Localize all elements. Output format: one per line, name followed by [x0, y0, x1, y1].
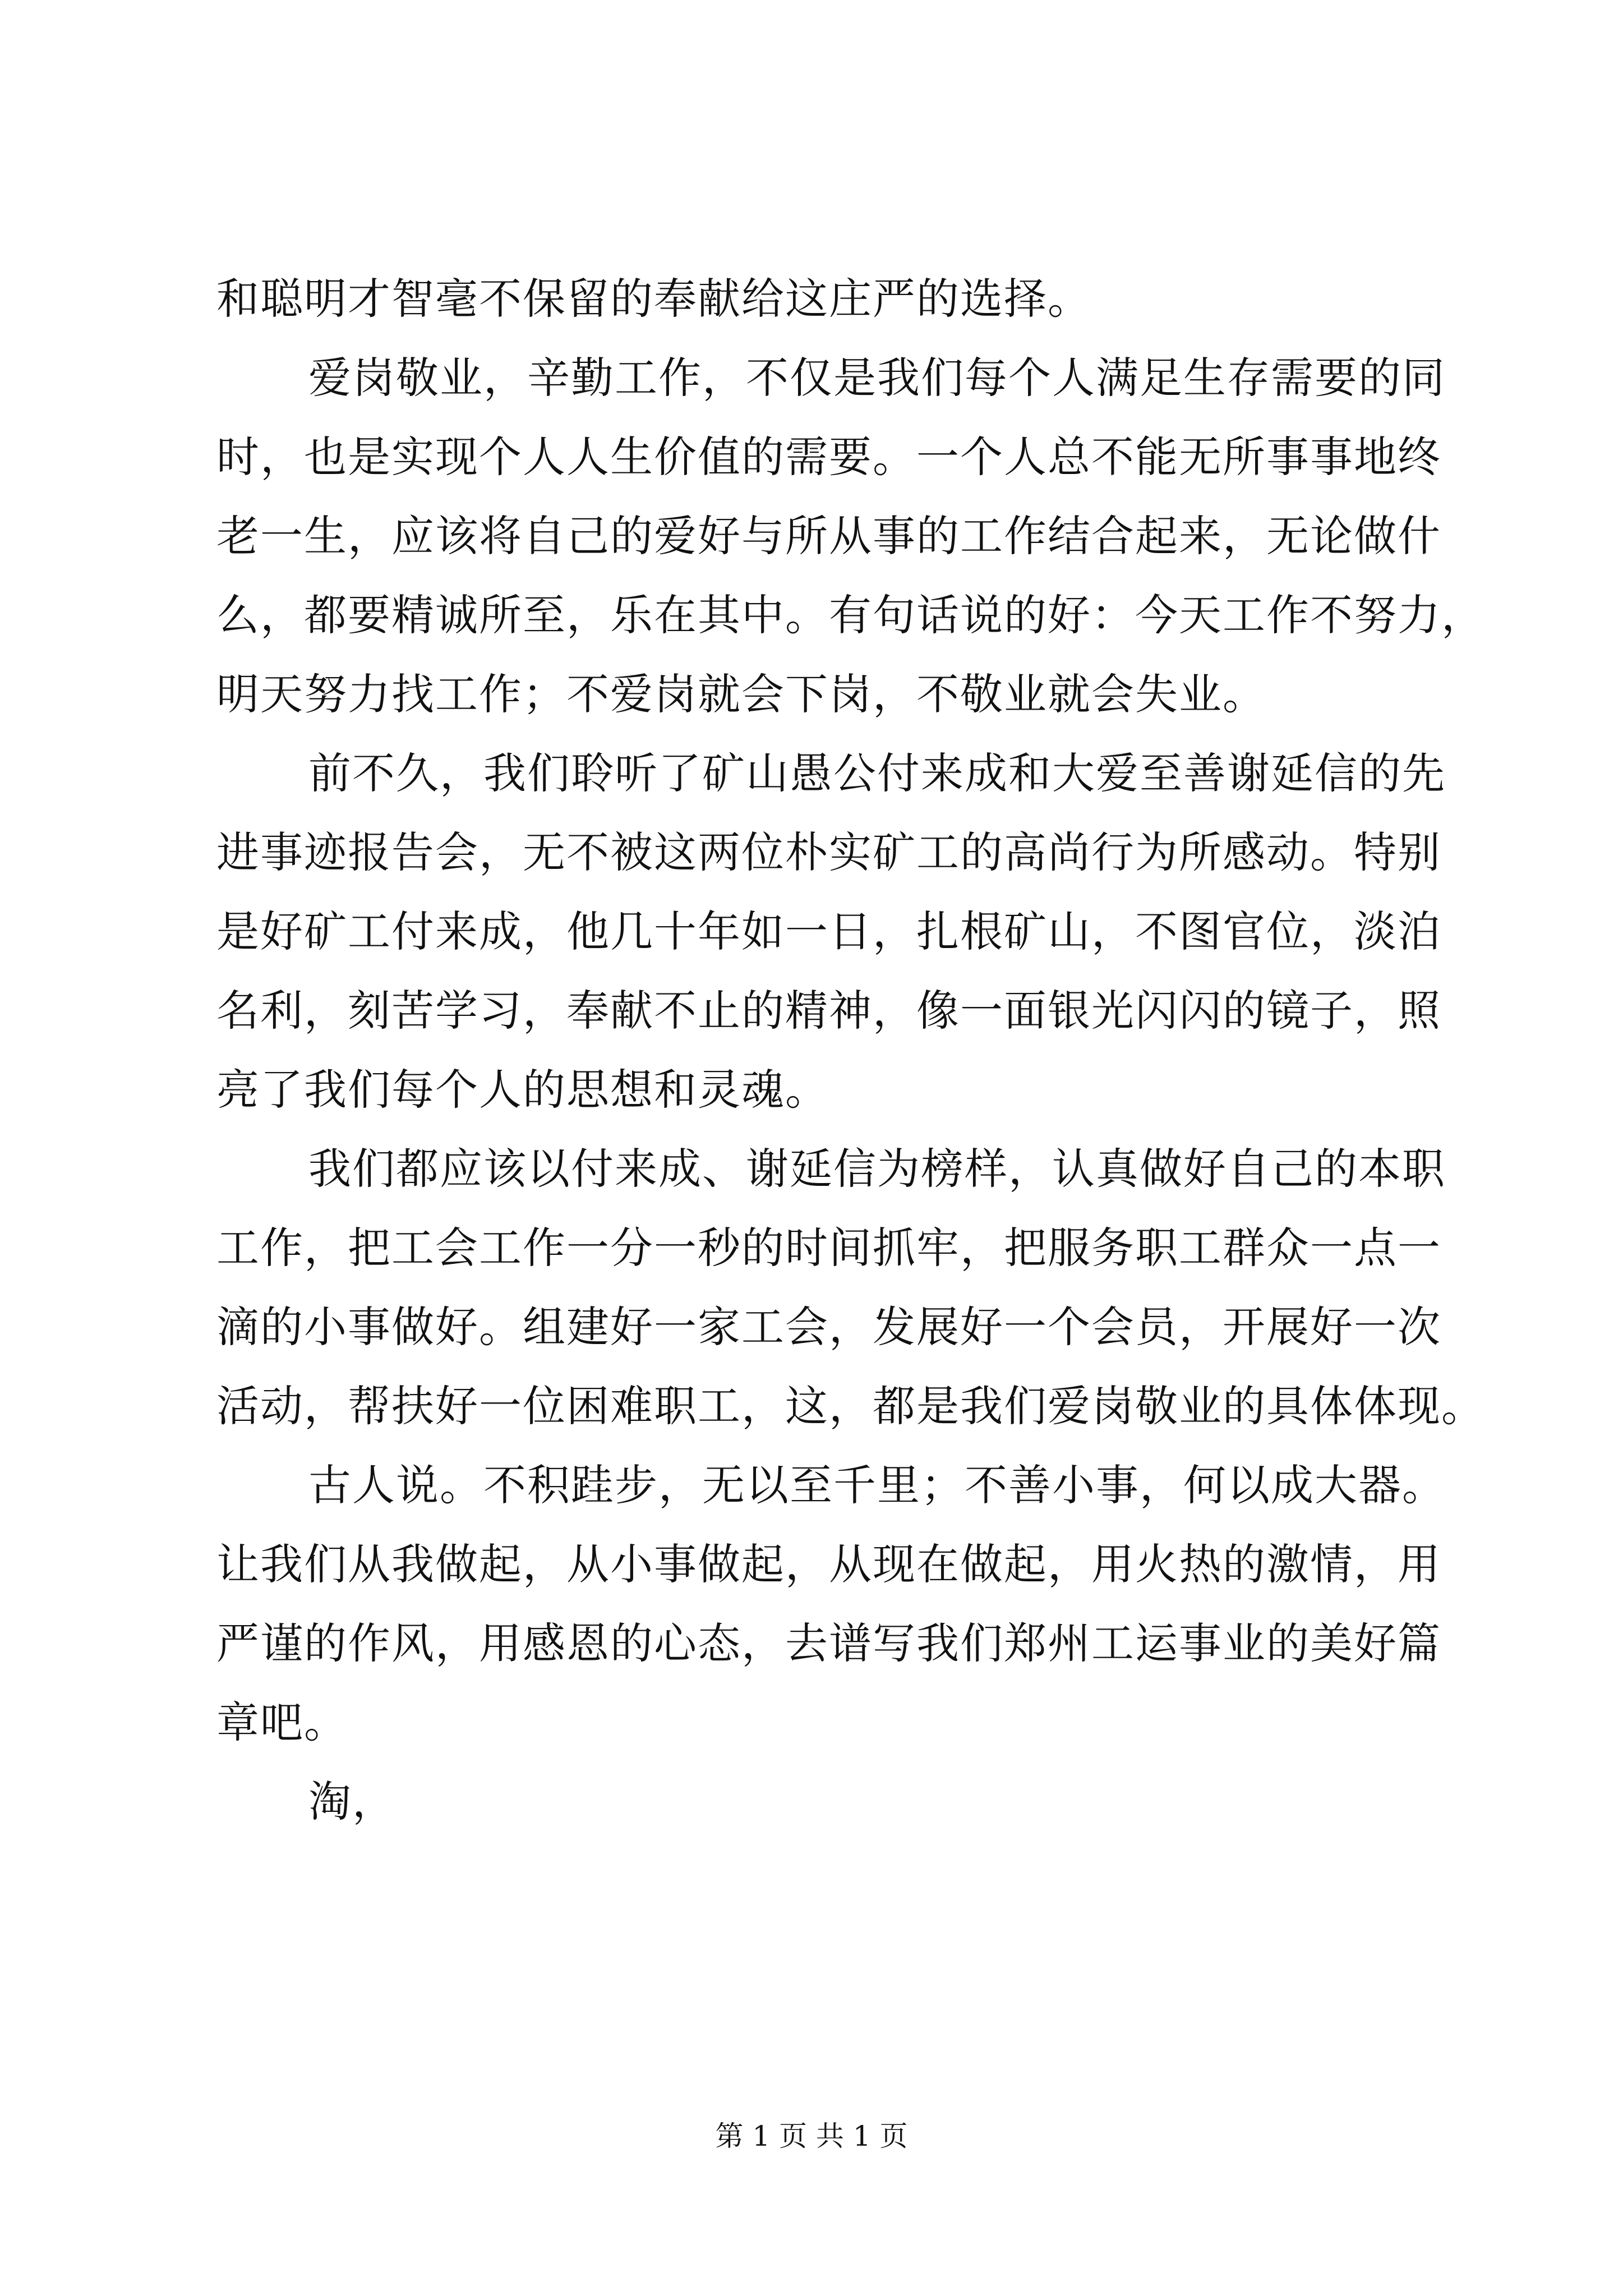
text-line: 时，也是实现个人人生价值的需要。一个人总不能无所事事地终 — [216, 432, 1441, 482]
paragraph-start-line: 古人说。不积跬步，无以至千里；不善小事，何以成大器。 — [308, 1460, 1446, 1510]
document-body — [216, 259, 1485, 1841]
text-line: 让我们从我做起，从小事做起，从现在做起，用火热的激情，用 — [216, 1539, 1441, 1589]
text-line: 章吧。 — [216, 1697, 348, 1747]
text-line: 亮了我们每个人的思想和灵魂。 — [216, 1065, 829, 1115]
text-line: 名利，刻苦学习，奉献不止的精神，像一面银光闪闪的镜子，照 — [216, 986, 1441, 1036]
page-footer: 第 1 页 共 1 页 — [715, 2120, 908, 2152]
text-line: 进事迹报告会，无不被这两位朴实矿工的高尚行为所感动。特别 — [216, 827, 1441, 877]
text-line: 工作，把工会工作一分一秒的时间抓牢，把服务职工群众一点一 — [216, 1223, 1441, 1273]
text-line: 老一生，应该将自己的爱好与所从事的工作结合起来，无论做什 — [216, 511, 1441, 561]
paragraph-start-line: 前不久，我们聆听了矿山愚公付来成和大爱至善谢延信的先 — [308, 748, 1446, 798]
text-line: 明天努力找工作；不爱岗就会下岗，不敬业就会失业。 — [216, 669, 1266, 719]
paragraph-start-line: 我们都应该以付来成、谢延信为榜样，认真做好自己的本职 — [308, 1144, 1446, 1194]
text-line: 和聪明才智毫不保留的奉献给这庄严的选择。 — [216, 274, 1091, 324]
paragraph-start-line: 淘， — [308, 1777, 396, 1826]
paragraph-start-line: 爱岗敬业，辛勤工作，不仅是我们每个人满足生存需要的同 — [308, 353, 1446, 403]
text-line: 活动，帮扶好一位困难职工，这，都是我们爱岗敬业的具体体现。 — [216, 1381, 1485, 1431]
text-line: 滴的小事做好。组建好一家工会，发展好一个会员，开展好一次 — [216, 1302, 1441, 1352]
text-line: 么，都要精诚所至，乐在其中。有句话说的好：今天工作不努力， — [216, 590, 1485, 640]
text-line: 严谨的作风，用感恩的心态，去谱写我们郑州工运事业的美好篇 — [216, 1618, 1441, 1668]
text-line: 是好矿工付来成，他几十年如一日，扎根矿山，不图官位，淡泊 — [216, 907, 1441, 956]
